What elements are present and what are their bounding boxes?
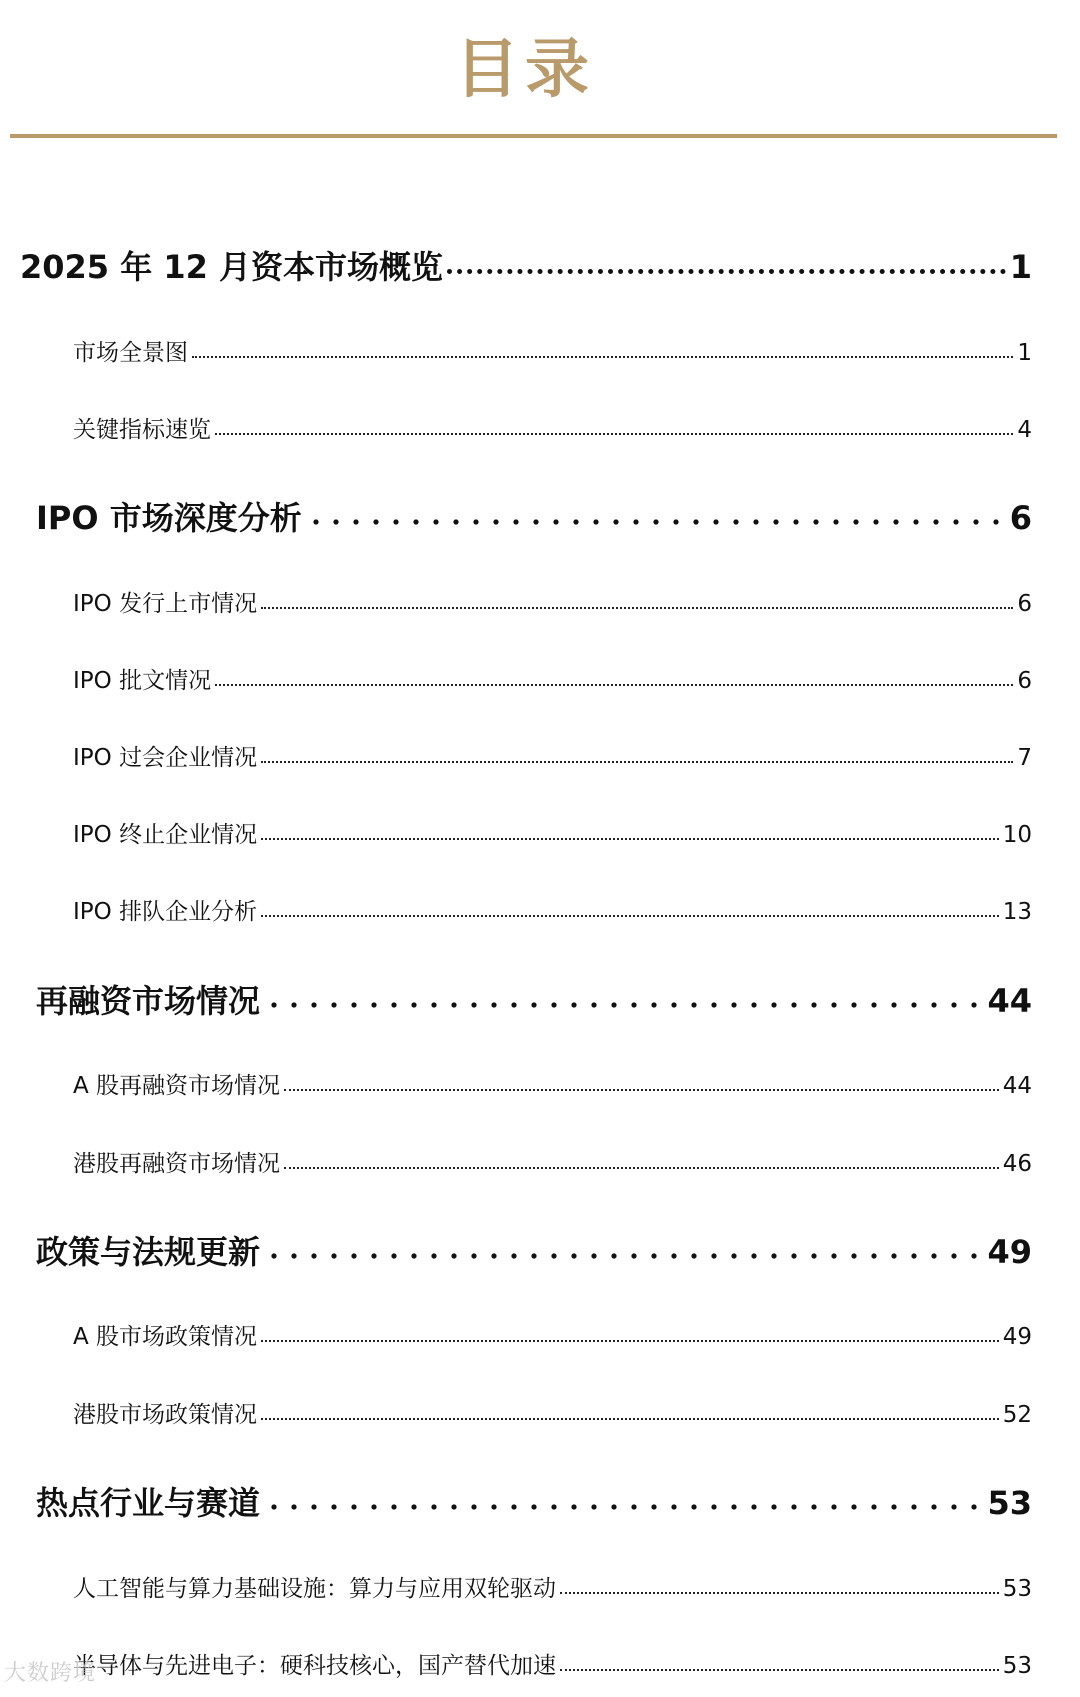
dot-leader [560,1573,999,1596]
toc-entry-section[interactable] [73,816,1032,849]
toc-entry-page: 7 [1017,745,1032,771]
dot-leader [264,980,983,1012]
dot-leader [261,1399,999,1422]
toc-entry-label: IPO 排队企业分析 [73,899,258,925]
toc-entry-label: 热点行业与赛道 [36,1484,261,1522]
toc-entry-section[interactable] [73,1067,1032,1100]
toc-entry-label: 半导体与先进电子：硬科技核心，国产替代加速 [73,1653,556,1679]
toc-entry-label: 港股再融资市场情况 [73,1151,280,1177]
toc-entry-page: 6 [1017,591,1032,617]
toc-entry-page: 1 [1009,248,1032,286]
toc-entry-page: 49 [987,1233,1032,1271]
toc-entry-label: IPO 终止企业情况 [73,822,258,848]
dot-leader [192,337,1013,360]
dot-leader [261,1321,999,1344]
toc-entry-label: 再融资市场情况 [36,982,261,1020]
dot-leader [306,497,1006,529]
toc-entry-page: 52 [1002,1402,1032,1428]
toc-entry-section[interactable] [73,739,1032,772]
toc-entry-label: 2025 年 12 月资本市场概览 [20,248,444,286]
toc-entry-label: IPO 发行上市情况 [73,591,258,617]
toc-entry-label: 港股市场政策情况 [73,1402,257,1428]
toc-entry-label: A 股再融资市场情况 [73,1073,281,1099]
toc-entry-chapter[interactable] [36,1227,1032,1273]
dot-leader [447,246,1006,278]
dot-leader [215,665,1013,688]
toc-entry-page: 44 [1002,1073,1032,1099]
dot-leader [261,742,1013,765]
dot-leader [264,1482,983,1514]
toc-entry-page: 1 [1017,340,1032,366]
toc-entry-page: 53 [987,1484,1032,1522]
toc-entry-section[interactable] [73,411,1032,444]
watermark: 大数跨境 [4,1661,97,1686]
dot-leader [261,588,1013,611]
toc-entry-section[interactable] [73,893,1032,926]
dot-leader [284,1070,999,1093]
toc-entry-chapter[interactable] [36,493,1032,539]
toc-entry-page: 53 [1002,1576,1032,1602]
toc-entry-label: 政策与法规更新 [36,1233,261,1271]
toc-entry-chapter[interactable] [36,976,1032,1022]
toc-entry-label: IPO 批文情况 [73,668,212,694]
dot-leader [215,414,1013,437]
toc-entry-page: 4 [1017,417,1032,443]
toc-entry-page: 10 [1002,822,1032,848]
dot-leader [560,1650,999,1673]
toc-entry-section[interactable] [73,1318,1032,1351]
page-title: 目录 [455,33,595,107]
toc-entry-section[interactable] [73,334,1032,367]
toc-entry-page: 46 [1002,1151,1032,1177]
toc-entry-section[interactable] [73,1570,1032,1603]
toc-entry-label: 关键指标速览 [73,417,211,443]
toc-entry-section[interactable] [73,1647,1032,1680]
toc-entry-page: 44 [987,982,1032,1020]
toc-entry-page: 6 [1017,668,1032,694]
toc-entry-section[interactable] [73,662,1032,695]
dot-leader [264,1231,983,1263]
toc-entry-label: 市场全景图 [73,340,188,366]
toc-entry-chapter[interactable] [20,242,1032,288]
toc-entry-chapter[interactable] [36,1478,1032,1524]
dot-leader [261,896,999,919]
toc-entry-label: IPO 过会企业情况 [73,745,258,771]
toc-entry-page: 13 [1002,899,1032,925]
toc-entry-label: 人工智能与算力基础设施：算力与应用双轮驱动 [73,1576,556,1602]
dot-leader [261,819,999,842]
toc-entry-section[interactable] [73,1145,1032,1178]
toc-entry-section[interactable] [73,585,1032,618]
toc-entry-page: 49 [1002,1324,1032,1350]
toc-entry-section[interactable] [73,1396,1032,1429]
toc-entry-page: 53 [1002,1653,1032,1679]
toc-entry-page: 6 [1009,499,1032,537]
toc-entry-label: A 股市场政策情况 [73,1324,258,1350]
toc-entry-label: IPO 市场深度分析 [36,499,302,537]
dot-leader [284,1148,999,1171]
